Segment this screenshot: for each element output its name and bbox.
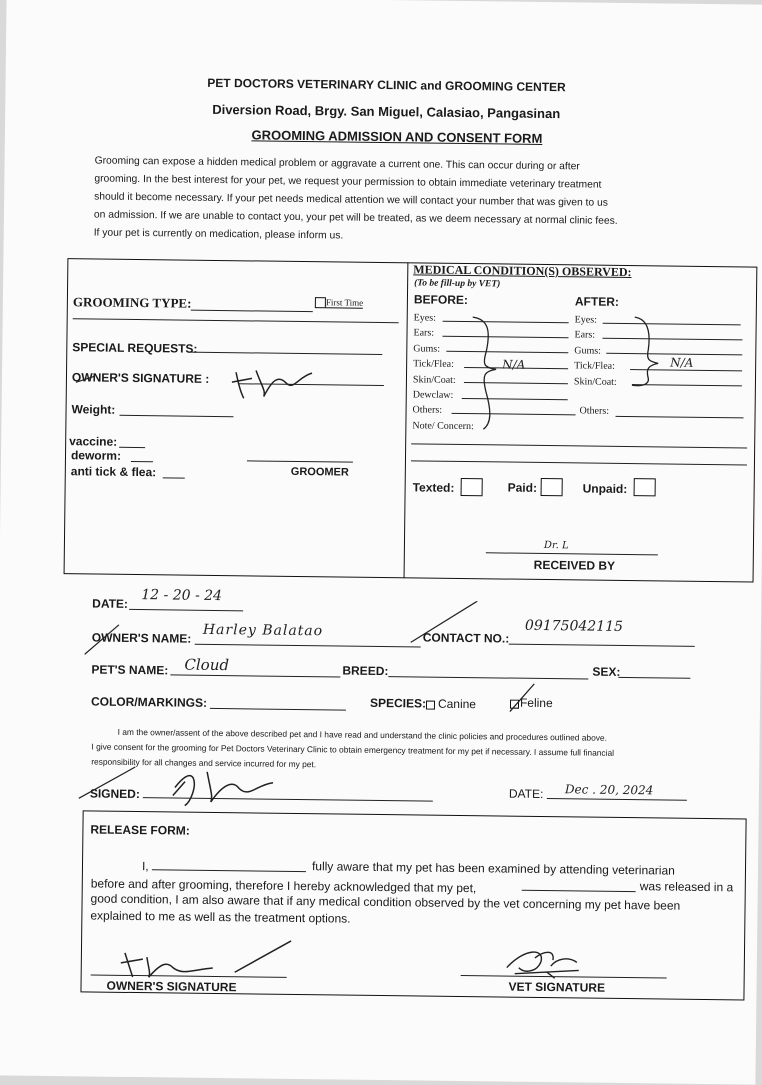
special-requests-label: SPECIAL REQUESTS: <box>72 340 198 356</box>
intro-line: Grooming can expose a hidden medical problem or aggravate a current one. This can occur during or after <box>94 155 580 173</box>
before-item: Ears: <box>413 327 435 340</box>
vet-signature-scribble <box>495 937 596 984</box>
vaccine-label: vaccine: <box>69 434 118 449</box>
before-item: Dewclaw: <box>412 389 454 401</box>
clinic-address: Diversion Road, Brgy. San Miguel, Calasiao, Pangasinan <box>212 101 561 122</box>
after-item: Ears: <box>574 329 596 342</box>
release-line2-b: was released in a <box>639 879 734 895</box>
contact-label: CONTACT NO.: <box>422 630 510 646</box>
before-na-value: N/A <box>502 357 526 372</box>
texted-label: Texted: <box>412 480 455 495</box>
date-label: DATE: <box>92 596 129 611</box>
owner-name-label: OWNER'S NAME: <box>91 630 192 646</box>
owner-name-value: Harley Balatao <box>202 621 324 640</box>
first-time-label: First Time <box>325 297 364 308</box>
pet-name-value: Cloud <box>184 655 230 675</box>
before-item: Others: <box>412 404 443 417</box>
medical-subtitle: (To be fill-up by VET) <box>414 278 501 290</box>
form-title: GROOMING ADMISSION AND CONSENT FORM <box>251 127 543 146</box>
after-na-value: N/A <box>670 355 694 370</box>
sex-field[interactable] <box>618 677 690 679</box>
release-line1-b: fully aware that my pet has been examined by attending veterinarian <box>311 859 675 878</box>
after-others-label: Others: <box>579 405 610 417</box>
unpaid-checkbox[interactable] <box>634 478 656 496</box>
vet-signature-label: VET SIGNATURE <box>508 979 606 995</box>
intro-line: If your pet is currently on medication, please inform us. <box>93 227 344 242</box>
before-item: Gums: <box>413 343 441 355</box>
release-line1-a: I, <box>141 859 149 874</box>
deworm-label: deworm: <box>70 448 122 463</box>
intro-line: on admission. If we are unable to contact you, your pet will be treated, as we deem necessary at normal clinic fees. <box>93 209 618 227</box>
after-item: Eyes: <box>574 314 597 326</box>
release-line2-a: before and after grooming, therefore I hereby acknowledged that my pet, <box>90 876 477 896</box>
release-title: RELEASE FORM: <box>90 822 190 838</box>
date-value: 12 - 20 - 24 <box>141 587 223 605</box>
before-label: BEFORE: <box>413 292 469 308</box>
after-label: AFTER: <box>574 294 620 309</box>
weight-label: Weight: <box>71 402 116 417</box>
grooming-type-label: GROOMING TYPE: <box>72 294 192 311</box>
sex-label: SEX: <box>592 664 621 679</box>
groomer-label: GROOMER <box>290 465 349 479</box>
before-item: Tick/Flea: <box>413 358 454 371</box>
paid-label: Paid: <box>507 480 538 495</box>
intro-line: grooming. In the best interest for your pet, we request your permission to obtain immediate veterinary treatment <box>94 173 602 191</box>
after-item: Tick/Flea: <box>574 360 615 373</box>
contact-value: 09175042115 <box>524 617 624 635</box>
anti-tick-label: anti tick & flea: <box>70 464 157 480</box>
canine-checkbox[interactable] <box>426 701 435 710</box>
signed-date-label: DATE: <box>508 786 544 802</box>
consent-line: I am the owner/assent of the above described pet and I have read and understand the clinic policies and procedures outlined above. <box>117 726 608 743</box>
after-item: Gums: <box>574 345 602 357</box>
unpaid-label: Unpaid: <box>582 481 628 497</box>
signed-date-value: Dec . 20, 2024 <box>564 782 654 798</box>
intro-line: should it become necessary. If your pet needs medical attention we will contact your number that was given to us <box>94 191 608 209</box>
received-by-value: Dr. L <box>543 539 569 552</box>
consent-line: I give consent for the grooming for Pet Doctors Veterinary Clinic to obtain emergency treatment for my pet if necessary. I assume full financial <box>91 741 615 758</box>
color-field[interactable] <box>210 708 346 711</box>
texted-checkbox[interactable] <box>461 478 483 496</box>
paid-checkbox[interactable] <box>541 478 563 496</box>
intro-paragraph <box>94 152 715 250</box>
release-line4: explained to me as well as the treatment options. <box>90 908 351 926</box>
medical-title: MEDICAL CONDITION(S) OBSERVED: <box>413 262 632 280</box>
signed-date-field[interactable] <box>547 798 687 801</box>
color-label: COLOR/MARKINGS: <box>90 694 208 710</box>
na-brackets <box>461 311 733 439</box>
species-label: SPECIES: <box>369 695 427 711</box>
consent-line: responsibility for all changes and service incurred for my pet. <box>91 756 317 770</box>
first-time-checkbox[interactable] <box>315 297 326 308</box>
release-owner-signature-label: OWNER'S SIGNATURE <box>106 978 237 995</box>
contact-field[interactable] <box>509 644 695 647</box>
owner-signature-label: OWNER'S SIGNATURE : <box>71 370 210 386</box>
after-item: Skin/Coat: <box>573 375 617 388</box>
breed-label: BREED: <box>342 663 389 679</box>
before-item: Eyes: <box>413 312 437 324</box>
canine-label: Canine <box>437 696 477 712</box>
before-item: Skin/Coat: <box>412 374 456 386</box>
signed-label: SIGNED: <box>89 786 140 802</box>
signed-signature-scribble <box>77 760 308 811</box>
received-by-label: RECEIVED BY <box>533 557 616 573</box>
before-item: Note/ Concern: <box>412 420 474 432</box>
release-line3: good condition, I am also aware that if any medical condition observed by the vet concerning my pet have been <box>90 891 681 913</box>
feline-label: Feline <box>519 695 553 711</box>
owner-signature-scribble <box>66 358 316 401</box>
pet-name-label: PET'S NAME: <box>91 662 169 678</box>
clinic-name: PET DOCTORS VETERINARY CLINIC and GROOMING CENTER <box>207 75 566 95</box>
